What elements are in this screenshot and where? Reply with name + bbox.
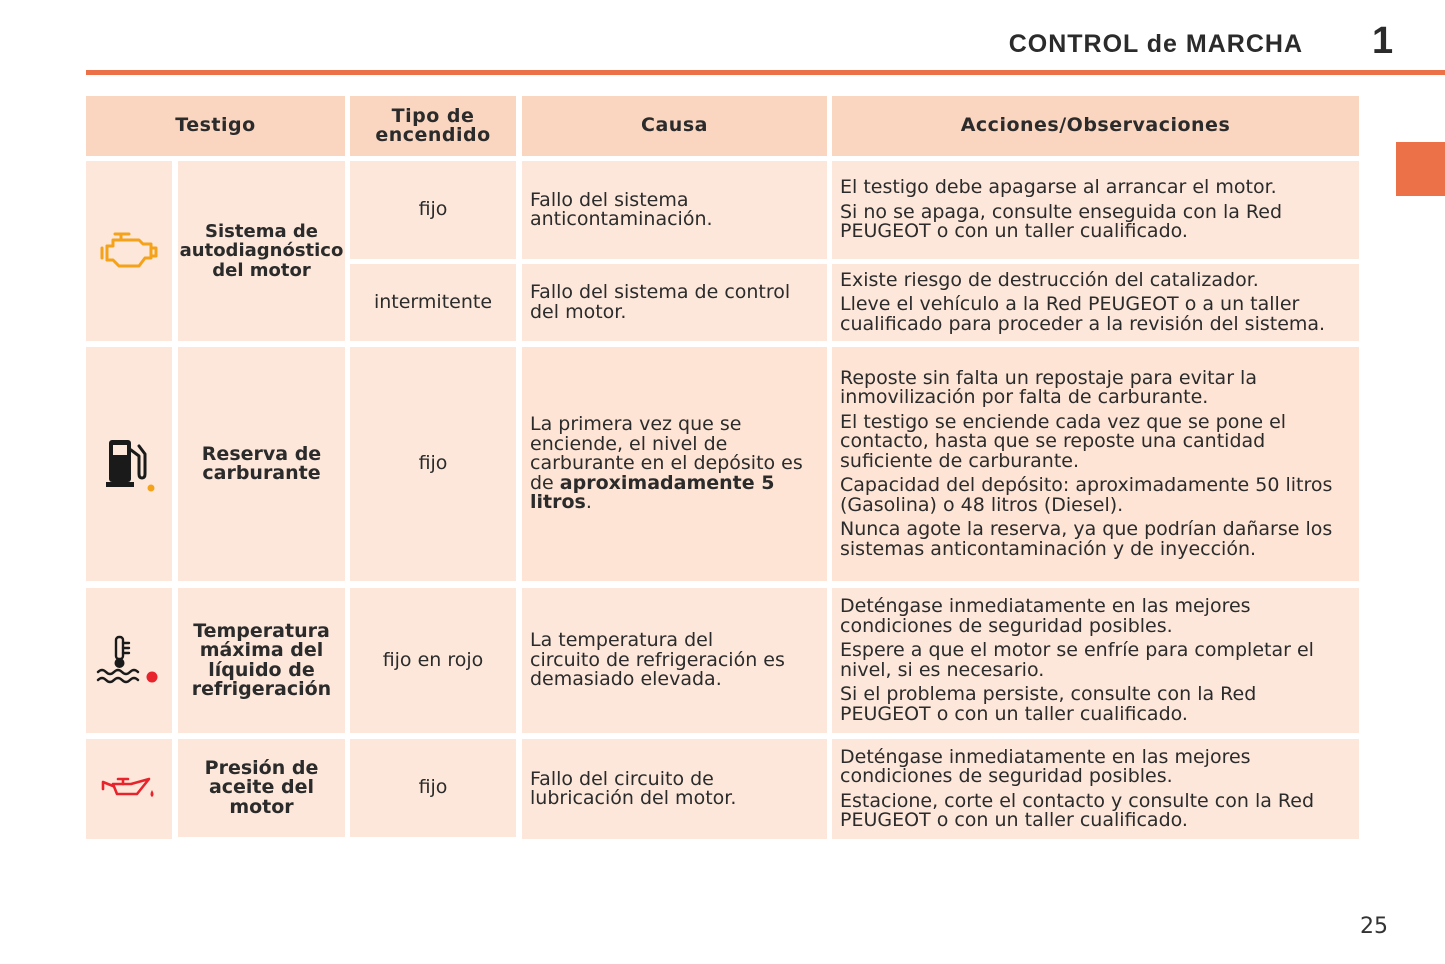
oil-cause-line-1: Fallo del circuito de	[530, 767, 714, 790]
row-coolant-cause	[522, 588, 827, 733]
row-coolant-name	[178, 588, 345, 733]
chapter-number: 1	[1372, 20, 1394, 62]
fuel-action-3: Capacidad del depósito: aproximadamente 50 litros (Gasolina) o 48 litros (Diesel).	[840, 474, 1333, 516]
header-causa	[522, 96, 827, 156]
page-header-title: CONTROL de MARCHA	[1008, 30, 1303, 58]
header-acciones-label: Acciones/Observaciones	[960, 114, 1231, 137]
header-tipo-line-1: Tipo de	[391, 104, 475, 127]
coolant-cause-line-2: circuito de refrigeración es	[530, 648, 785, 671]
engine-action-flashing-1: Existe riesgo de destrucción del catalizador.	[840, 268, 1259, 291]
row-engine-type-fixed	[350, 161, 516, 259]
coolant-name-line-1: Temperatura	[193, 619, 330, 642]
row-engine-cause-flashing	[522, 264, 827, 341]
row-fuel-name	[178, 347, 345, 581]
coolant-action-3: Si el problema persiste, consulte con la Red PEUGEOT o con un taller cualificado.	[840, 683, 1257, 725]
row-engine-cause-fixed	[522, 161, 827, 259]
row-oil-type	[350, 739, 516, 837]
coolant-temperature-icon	[96, 635, 162, 687]
oil-pressure-icon	[101, 774, 157, 804]
coolant-cause-line-3: demasiado elevada.	[530, 668, 722, 691]
oil-cause-line-2: lubricación del motor.	[530, 787, 737, 809]
coolant-action-2: Espere a que el motor se enfríe para completar el nivel, si es necesario.	[840, 639, 1314, 681]
row-fuel-cause	[522, 347, 827, 581]
header-tipo-line-2: encendido	[375, 124, 491, 146]
fuel-action-2: El testigo se enciende cada vez que se pone el contacto, hasta que se reposte una cantidad suficiente de carburante.	[840, 410, 1287, 472]
engine-action-fixed-1: El testigo debe apagarse al arrancar el motor.	[840, 176, 1277, 199]
header-rule	[86, 70, 1445, 75]
fuel-name-line-2: carburante	[202, 462, 321, 484]
header-testigo	[86, 96, 345, 156]
fuel-name-line-1: Reserva de	[201, 442, 322, 465]
coolant-cause-line-1: La temperatura del	[530, 629, 714, 652]
oil-action-2: Estacione, corte el contacto y consulte con la Red PEUGEOT o con un taller cualificado.	[840, 789, 1314, 831]
engine-check-icon	[99, 228, 159, 274]
row-coolant-type	[350, 588, 516, 733]
row-engine-actions-flashing	[832, 264, 1359, 341]
engine-cause-flashing-line-2: del motor.	[530, 300, 627, 323]
engine-cause-flashing-line-1: Fallo del sistema de control	[530, 281, 791, 303]
coolant-name-line-4: refrigeración	[191, 678, 332, 700]
fuel-cause-prefix: La primera vez que se enciende, el nivel de carburante en el depósito es de	[530, 413, 803, 494]
row-fuel-icon-cell	[86, 347, 172, 581]
oil-name-line-3: motor	[229, 795, 294, 818]
coolant-action-1: Deténgase inmediatamente en las mejores condiciones de seguridad posibles.	[840, 595, 1251, 637]
oil-type-label: fijo	[418, 776, 448, 799]
engine-cause-fixed-line-1: Fallo del sistema	[530, 188, 689, 211]
fuel-action-1: Reposte sin falta un repostaje para evitar la inmovilización por falta de carburante.	[840, 366, 1257, 409]
engine-name-line-3: del motor	[212, 259, 311, 281]
oil-name-line-1: Presión de	[204, 756, 319, 779]
engine-cause-fixed-line-2: anticontaminación.	[530, 208, 713, 230]
row-coolant-actions	[832, 588, 1359, 733]
row-oil-cause	[522, 739, 827, 839]
row-engine-name	[178, 161, 345, 341]
engine-action-fixed-2: Si no se apaga, consulte enseguida con la Red PEUGEOT o con un taller cualificado.	[840, 200, 1283, 243]
row-coolant-icon-cell	[86, 588, 172, 733]
engine-name-line-1: Sistema de	[205, 220, 318, 242]
header-tipo-encendido	[350, 96, 516, 156]
coolant-type-label: fijo en rojo	[382, 648, 484, 671]
row-fuel-type	[350, 347, 516, 581]
engine-type-flashing-label: intermitente	[373, 290, 493, 313]
fuel-cause-text	[530, 415, 819, 513]
coolant-name-line-2: máxima del	[199, 639, 324, 661]
row-oil-actions	[832, 739, 1359, 839]
fuel-type-label: fijo	[418, 452, 448, 475]
page-number: 25	[1360, 914, 1388, 939]
row-oil-name	[178, 739, 345, 837]
oil-name-line-2: aceite del	[208, 776, 315, 799]
row-oil-icon-cell	[86, 739, 172, 839]
engine-type-fixed-label: fijo	[418, 198, 448, 221]
fuel-action-4: Nunca agote la reserva, ya que podrían dañarse los sistemas anticontaminación y de inyección.	[840, 518, 1333, 560]
header-testigo-label: Testigo	[175, 114, 256, 137]
fuel-cause-suffix: .	[585, 491, 592, 514]
header-acciones	[832, 96, 1359, 156]
row-engine-actions-fixed	[832, 161, 1359, 259]
engine-action-flashing-2: Lleve el vehículo a la Red PEUGEOT o a un taller cualificado para proceder a la revisión del sistema.	[840, 293, 1326, 335]
engine-name-line-2: autodiagnóstico	[179, 240, 344, 262]
fuel-cause-bold: aproximadamente 5 litros	[530, 471, 775, 514]
oil-action-1: Deténgase inmediatamente en las mejores condiciones de seguridad posibles.	[840, 745, 1251, 787]
chapter-side-tab	[1396, 142, 1445, 196]
row-engine-type-flashing	[350, 264, 516, 341]
fuel-pump-icon	[101, 434, 157, 494]
row-engine-icon-cell	[86, 161, 172, 341]
row-fuel-actions	[832, 347, 1359, 581]
coolant-name-line-3: líquido de	[208, 658, 315, 681]
header-causa-label: Causa	[641, 114, 708, 137]
